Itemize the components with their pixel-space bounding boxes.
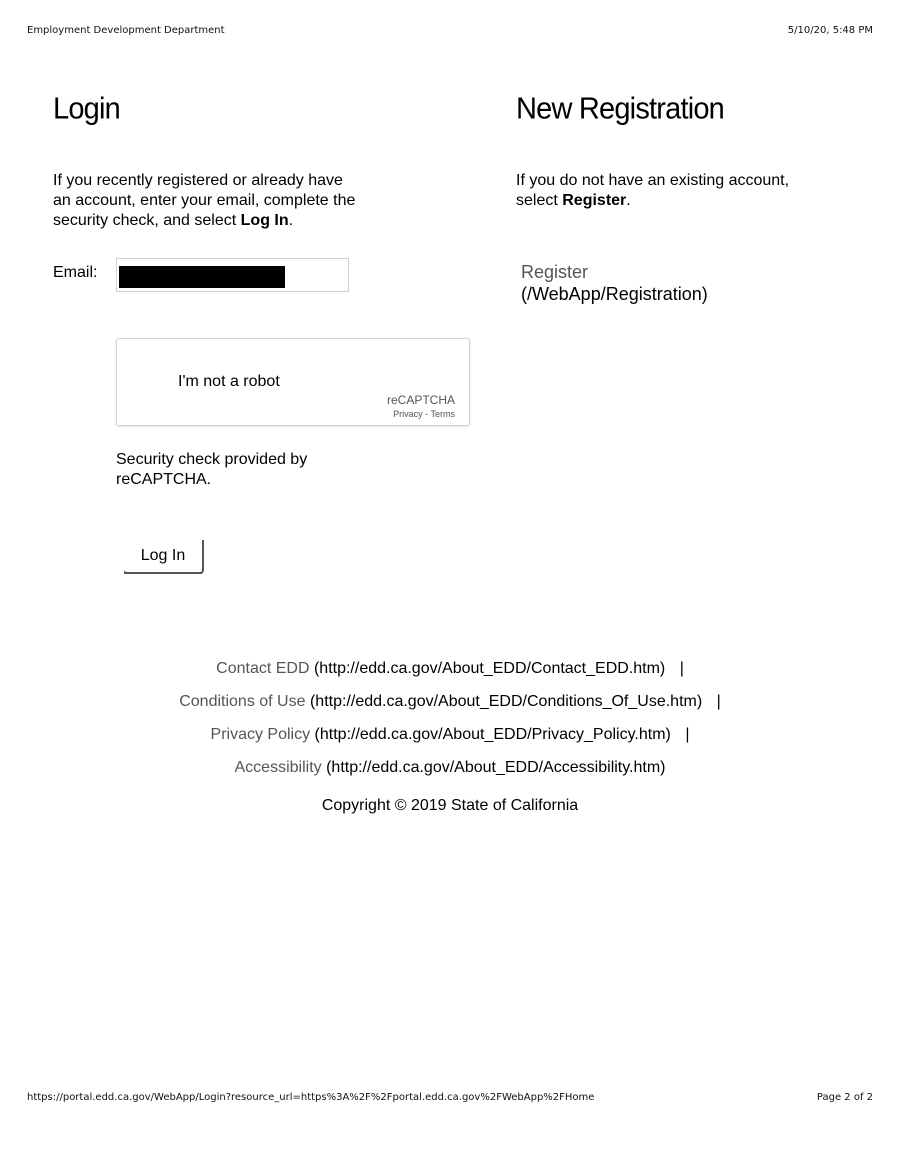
footer-link-accessibility-text[interactable]: Accessibility [234, 759, 322, 776]
register-link[interactable] [521, 261, 856, 305]
print-footer-url: https://portal.edd.ca.gov/WebApp/Login?resource_url=https%3A%2F%2Fportal.edd.ca.gov%2FWebApp%2FHome [27, 1092, 595, 1103]
recaptcha-links [387, 407, 455, 421]
footer-link-accessibility[interactable] [0, 755, 900, 788]
recaptcha-terms-link[interactable]: Terms [430, 409, 455, 419]
email-redaction [119, 266, 285, 288]
registration-intro-end: . [626, 192, 631, 209]
print-header [27, 25, 873, 36]
registration-section [516, 90, 856, 305]
login-button[interactable]: Log In [124, 540, 204, 574]
register-link-url: (/WebApp/Registration) [521, 284, 708, 304]
registration-intro-bold: Register [562, 192, 627, 209]
recaptcha-privacy-link[interactable]: Privacy [393, 409, 423, 419]
login-intro-bold: Log In [240, 212, 289, 229]
registration-intro-text: If you do not have an existing account, select [516, 172, 790, 209]
footer-links [0, 656, 900, 815]
print-header-title: Employment Development Department [27, 25, 225, 36]
footer-link-contact[interactable] [0, 656, 900, 689]
recaptcha-brand [387, 393, 455, 421]
footer-link-contact-text[interactable]: Contact EDD [216, 660, 310, 677]
print-header-datetime: 5/10/20, 5:48 PM [787, 25, 873, 36]
login-heading: Login [53, 92, 120, 126]
login-section [53, 90, 483, 564]
registration-intro [516, 171, 816, 211]
footer-link-contact-url: (http://edd.ca.gov/About_EDD/Contact_EDD.htm) [313, 660, 666, 677]
login-intro [53, 171, 363, 231]
print-footer [27, 1092, 873, 1103]
recaptcha-brand-name: reCAPTCHA [386, 393, 455, 407]
email-input[interactable] [116, 258, 349, 292]
recaptcha-label: I'm not a robot [178, 373, 280, 390]
footer-separator: | [716, 693, 721, 710]
email-label: Email: [53, 264, 98, 281]
login-intro-end: . [288, 212, 294, 229]
security-note: Security check provided by reCAPTCHA. [116, 451, 308, 488]
footer-link-privacy-url: (http://edd.ca.gov/About_EDD/Privacy_Policy.htm) [314, 726, 671, 743]
footer-link-conditions[interactable] [0, 689, 900, 722]
footer-link-privacy-text[interactable]: Privacy Policy [210, 726, 311, 743]
footer-link-conditions-text[interactable]: Conditions of Use [179, 693, 306, 710]
email-row [53, 258, 349, 292]
register-link-text[interactable]: Register [521, 262, 589, 282]
footer-link-privacy[interactable] [0, 722, 900, 755]
login-intro-text: If you recently registered or already have an account, enter your email, complete the security check, and select [53, 172, 356, 229]
print-footer-page: Page 2 of 2 [816, 1092, 873, 1103]
footer-link-accessibility-url: (http://edd.ca.gov/About_EDD/Accessibility.htm) [326, 759, 666, 776]
recaptcha-links-dash: - [422, 409, 431, 419]
registration-heading: New Registration [516, 92, 725, 126]
footer-separator: | [679, 660, 684, 677]
copyright: Copyright © 2019 State of California [321, 797, 579, 814]
footer-link-conditions-url: (http://edd.ca.gov/About_EDD/Conditions_Of_Use.htm) [309, 693, 703, 710]
recaptcha-widget[interactable] [116, 338, 470, 426]
footer-separator: | [685, 726, 690, 743]
